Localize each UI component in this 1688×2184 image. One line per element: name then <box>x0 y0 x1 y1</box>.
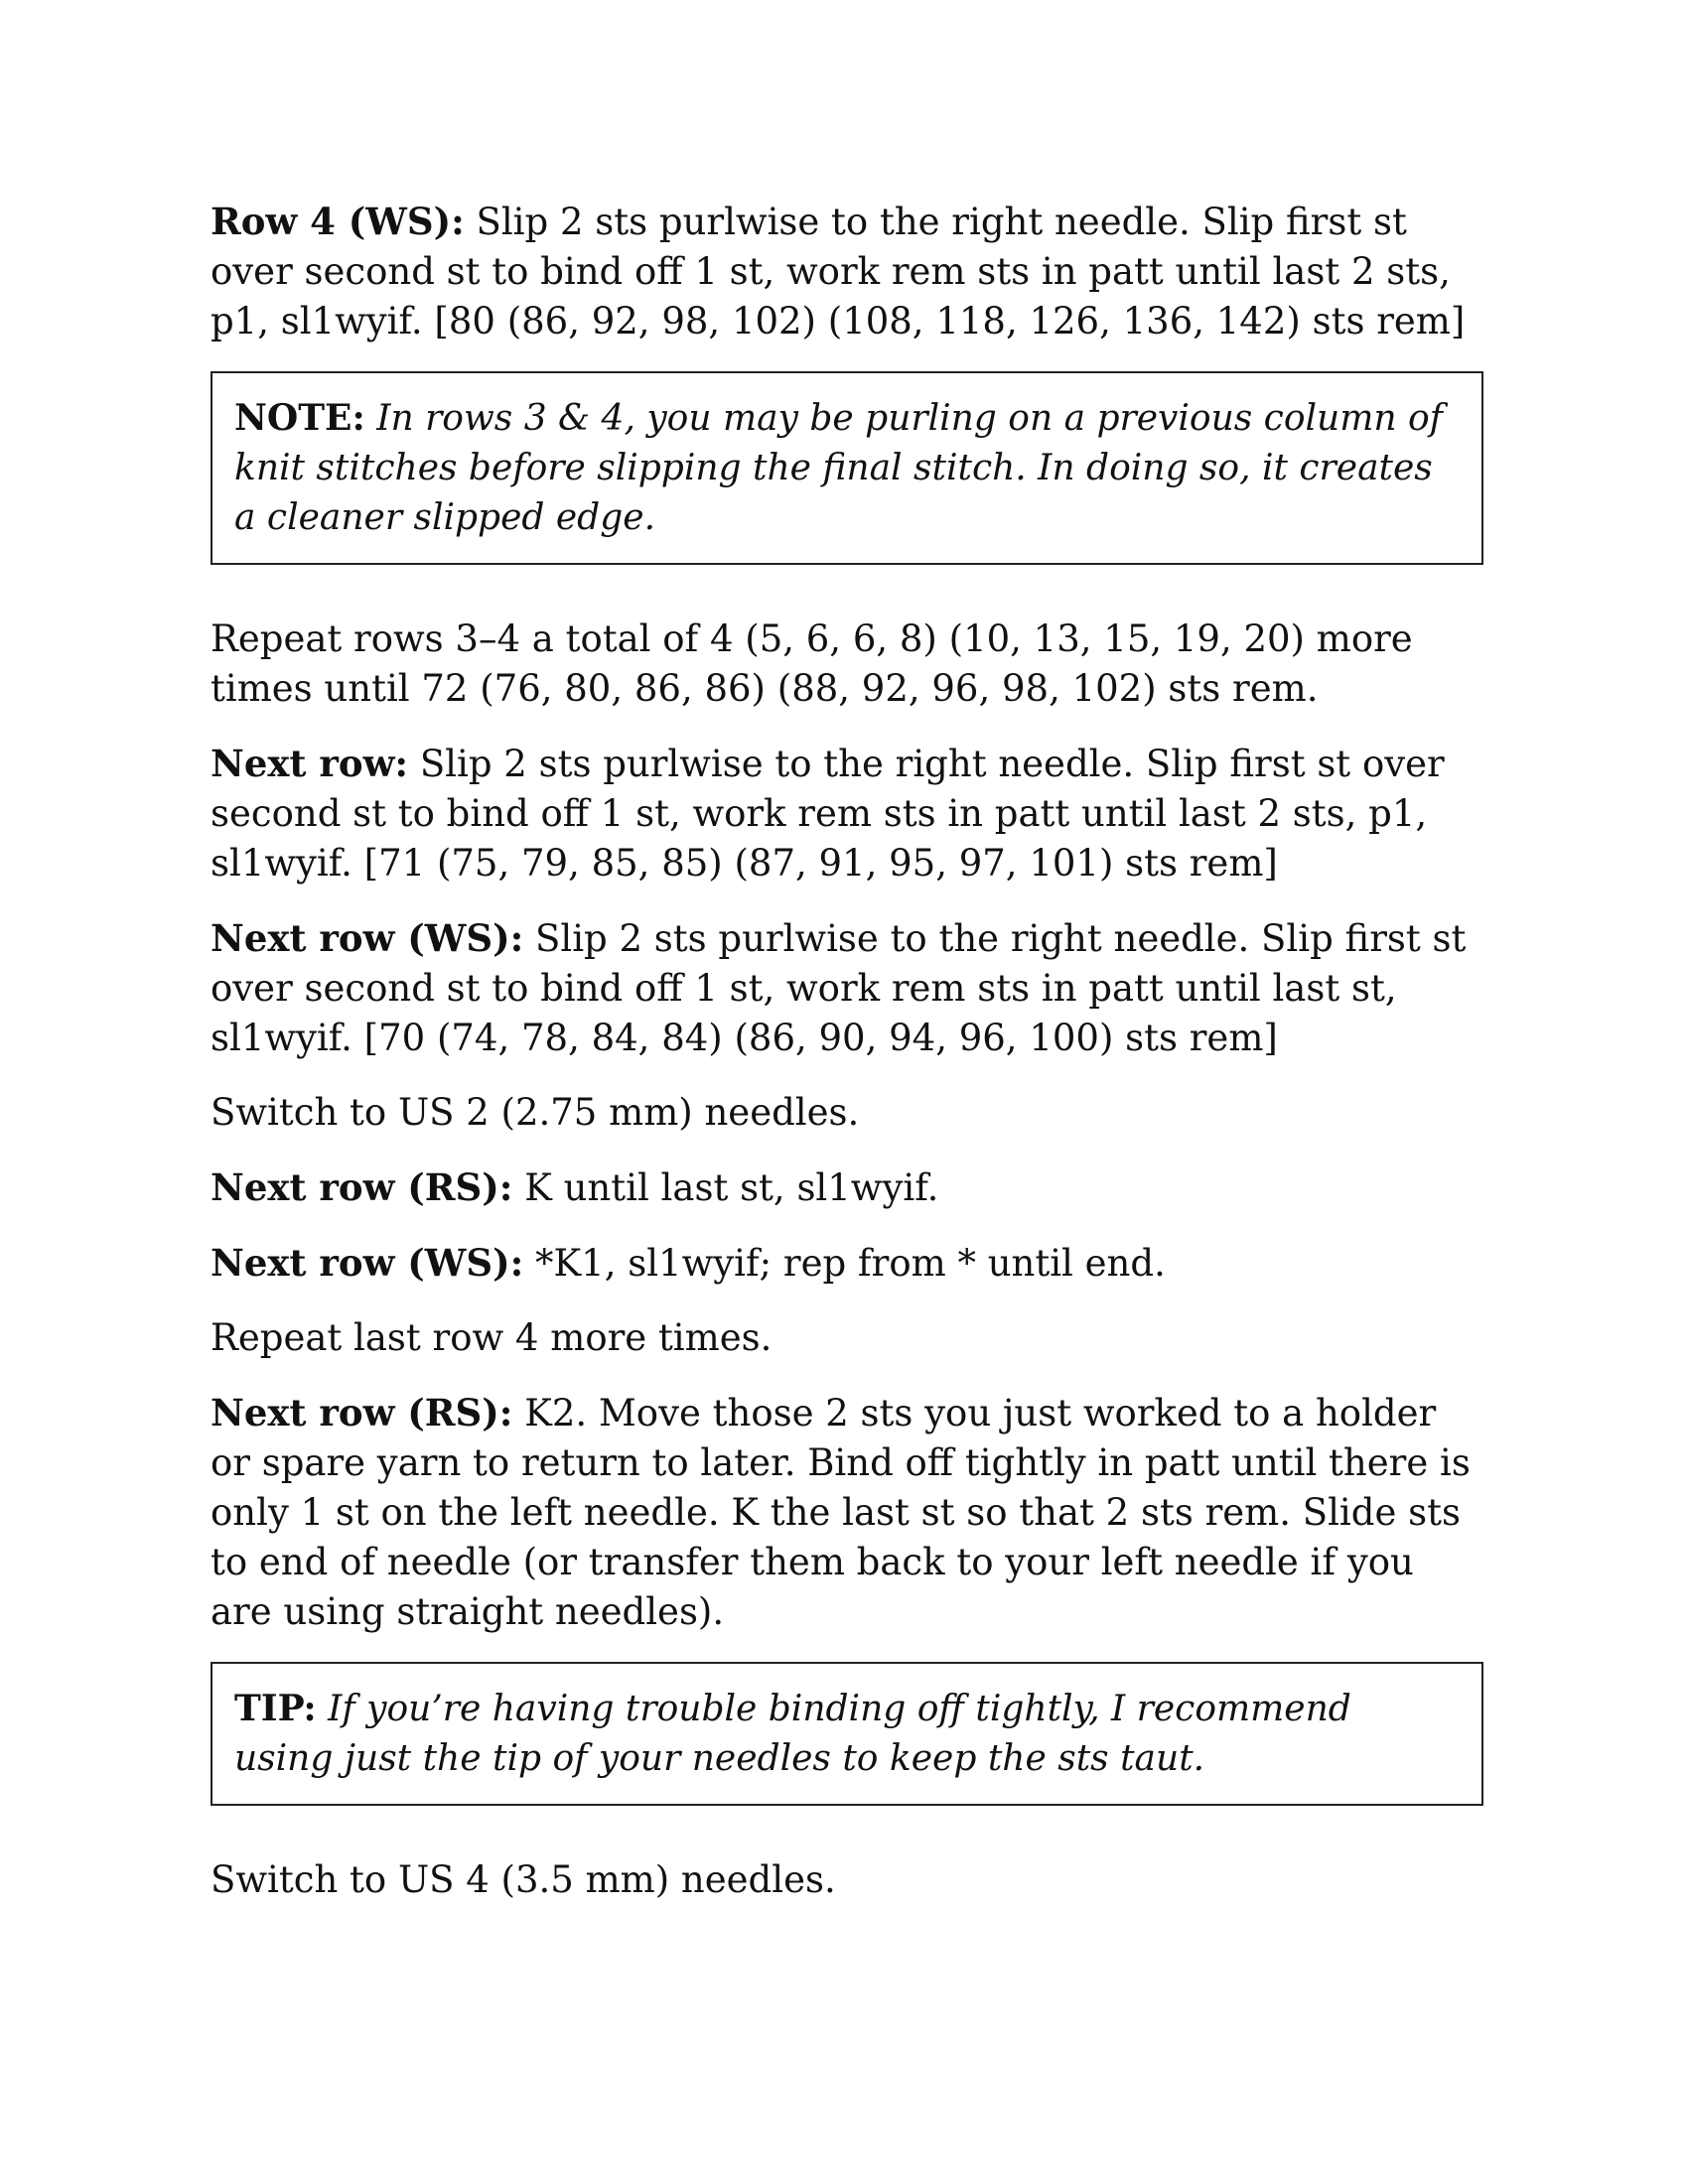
switch-needles-final-instruction <box>211 1855 1481 1905</box>
row-label: Next row (RS): <box>211 1391 513 1434</box>
instruction-text: K until last st, sl1wyif. <box>512 1166 939 1209</box>
instruction-text: Repeat last row 4 more times. <box>211 1316 773 1359</box>
instruction-text: *K1, sl1wyif; rep from * until end. <box>523 1242 1166 1285</box>
row-label: Next row (RS): <box>211 1165 513 1209</box>
tip-text: If you’re having trouble binding off tightly, I recommend using just the tip of your needles to keep the sts taut. <box>234 1689 1351 1779</box>
instruction-text: Slip 2 sts purlwise to the right needle. Slip first st over second st to bind off 1 st, work rem sts in patt until last 2 sts, p1, sl1wyif. [80 (86, 92, 98, 102) (108, 118, 126, 136, 142) sts rem] <box>211 201 1466 342</box>
instruction-text: Switch to US 2 (2.75 mm) needles. <box>211 1091 860 1134</box>
instruction-text: Slip 2 sts purlwise to the right needle. Slip first st over second st to bind off 1 st, work rem sts in patt until last st, sl1wyif. [70 (74, 78, 84, 84) (86, 90, 94, 96, 100) sts rem] <box>211 917 1467 1059</box>
row-4-ws-instruction <box>211 197 1481 346</box>
row-label: Row 4 (WS): <box>211 200 465 243</box>
note-text: In rows 3 & 4, you may be purling on a previous column of knit stitches before slipping the final stitch. In doing so, it creates a cleaner slipped edge. <box>234 398 1443 538</box>
note-content <box>234 393 1460 543</box>
tip-box <box>211 1662 1483 1806</box>
row-label: Next row (WS): <box>211 916 524 960</box>
instruction-text: Slip 2 sts purlwise to the right needle. Slip first st over second st to bind off 1 st, work rem sts in patt until last 2 sts, p1, sl1wyif. [71 (75, 79, 85, 85) (87, 91, 95, 97, 101) sts rem] <box>211 743 1445 885</box>
switch-needles-instruction <box>211 1088 1481 1138</box>
tip-label: TIP: <box>234 1688 317 1729</box>
repeat-last-row-instruction <box>211 1313 1481 1363</box>
instruction-text: Repeat rows 3–4 a total of 4 (5, 6, 6, 8) (10, 13, 15, 19, 20) more times until 72 (76, 80, 86, 86) (88, 92, 96, 98, 102) sts rem. <box>211 617 1413 710</box>
next-row-rs-instruction <box>211 1162 1481 1213</box>
repeat-rows-instruction <box>211 614 1481 714</box>
row-label: Next row: <box>211 742 409 785</box>
document-page <box>211 197 1481 1930</box>
instruction-text: K2. Move those 2 sts you just worked to a holder or spare yarn to return to later. Bind off tightly in patt until there is only 1 st on the left needle. K the last st so that 2 sts rem. Slide sts to end of needle (or transfer them back to your left needle if you are using straight needles). <box>211 1392 1471 1633</box>
note-box <box>211 371 1483 565</box>
note-label: NOTE: <box>234 397 365 439</box>
next-row-instruction <box>211 739 1481 888</box>
tip-content <box>234 1684 1460 1784</box>
next-row-rs-bind-off-instruction <box>211 1388 1481 1637</box>
next-row-ws-instruction <box>211 913 1481 1063</box>
instruction-text: Switch to US 4 (3.5 mm) needles. <box>211 1858 836 1901</box>
row-label: Next row (WS): <box>211 1241 524 1285</box>
next-row-ws-rib-instruction <box>211 1238 1481 1289</box>
